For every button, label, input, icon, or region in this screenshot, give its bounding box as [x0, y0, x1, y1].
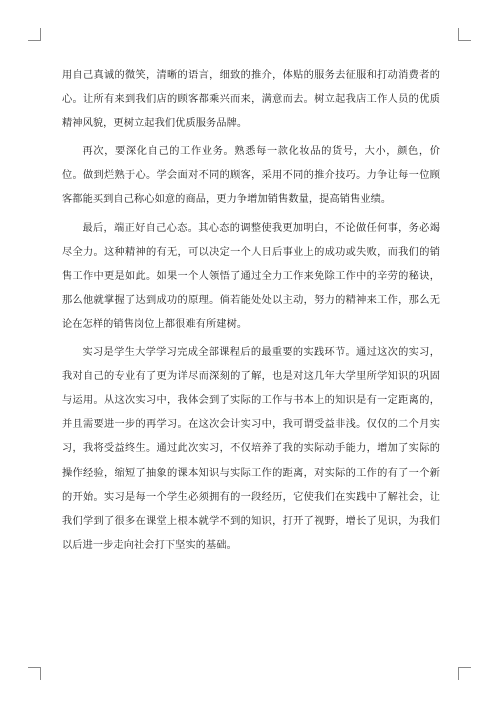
paragraph-internship: 实习是学生大学学习完成全部课程后的最重要的实践环节。通过这次的实习，我对自己的专业有了更为详尽而深刻的了解，也是对这几年大学里所学知识的巩固与运用。从这次实习中，我体会到了实际的工作与书本上的知识是有一定距离的，并且需要进一步的再学习。在这次会计实习中，我可谓受益非浅。仅仅的二个月实习，我将受益终生。通过此次实习，不仅培养了我的实际动手能力，增加了实际的操作经验，缩短了抽象的课本知识与实际工作的距离，对实际的工作的有了一个新的开始。实习是每一个学生必须拥有的一段经历，它使我们在实践中了解社会，让我们学到了很多在课堂上根本就学不到的知识，打开了视野，增长了见识，为我们以后进一步走向社会打下坚实的基础。	[62, 347, 440, 551]
paragraph-attitude: 最后，端正好自己心态。其心态的调整使我更加明白，不论做任何事，务必竭尽全力。这种精神的有无，可以决定一个人日后事业上的成功或失败，而我们的销售工作中更是如此。如果一个人领悟了通过全力工作来免除工作中的辛劳的秘诀，那么他就掌握了达到成功的原理。倘若能处处以主动，努力的精神来工作，那么无论在怎样的销售岗位上都很难有所建树。	[62, 222, 440, 330]
top-left-margin-mark	[28, 28, 41, 41]
bottom-left-margin-mark	[28, 667, 41, 680]
top-right-margin-mark	[458, 28, 471, 41]
bottom-right-margin-mark	[458, 667, 471, 680]
document-body	[62, 64, 440, 562]
paragraph-business: 再次，要深化自己的工作业务。熟悉每一款化妆品的货号，大小，颜色，价位。做到烂熟于心。学会面对不同的顾客，采用不同的推介技巧。力争让每一位顾客都能买到自己称心如意的商品，更力争增加销售数量，提高销售业绩。	[62, 146, 440, 206]
paragraph-service: 用自己真诚的微笑，清晰的语言，细致的推介，体贴的服务去征服和打动消费者的心。让所有来到我们店的顾客都乘兴而来，满意而去。树立起我店工作人员的优质精神风貌，更树立起我们优质服务品牌。	[62, 70, 440, 130]
